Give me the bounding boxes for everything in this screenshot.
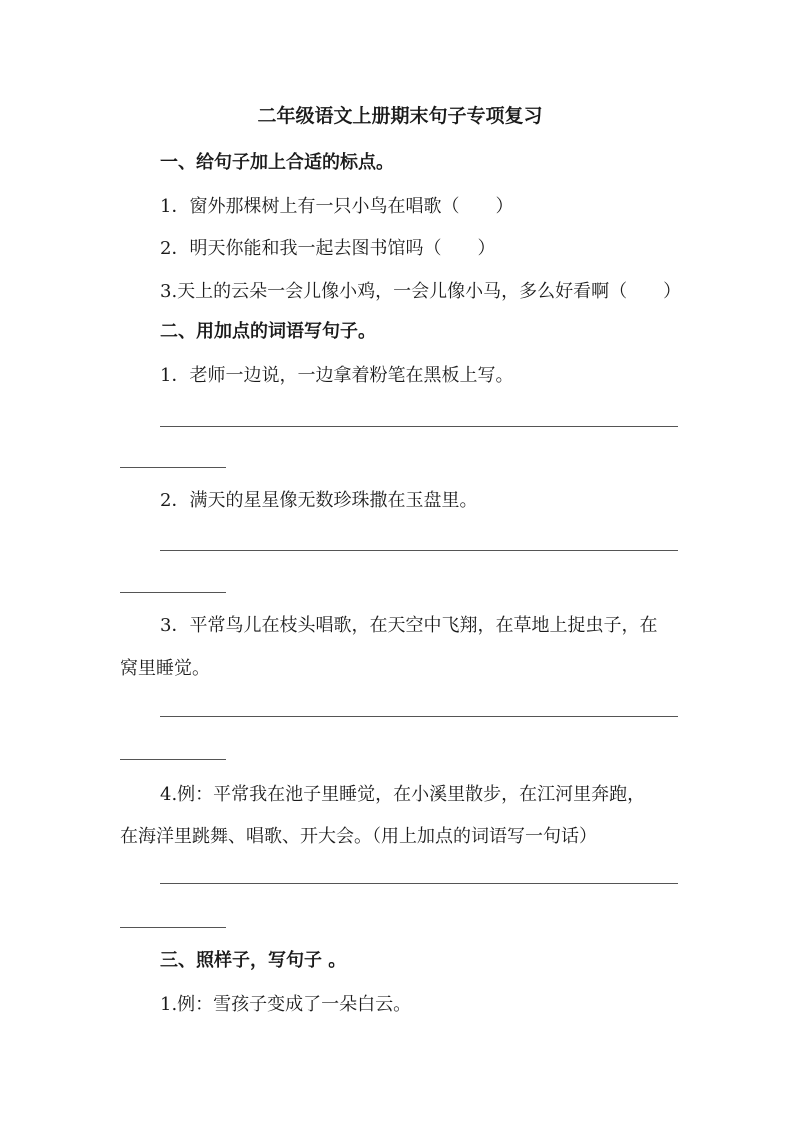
section-1-heading: 一、给句子加上合适的标点。: [160, 152, 394, 173]
section-2-item-4-text-line-1: 4.例：平常我在池子里睡觉，在小溪里散步，在江河里奔跑，: [160, 784, 646, 805]
answer-line-2b[interactable]: [120, 592, 226, 593]
section-2-item-1-text: 1．老师一边说，一边拿着粉笔在黑板上写。: [160, 365, 514, 386]
section-3-heading: 三、照样子，写句子 。: [160, 950, 347, 971]
section-1-item-2: 2．明天你能和我一起去图书馆吗（ ）: [160, 238, 496, 259]
section-1-item-1: 1．窗外那棵树上有一只小鸟在唱歌（ ）: [160, 196, 514, 217]
section-3-item-1: 1.例：雪孩子变成了一朵白云。: [160, 994, 412, 1015]
answer-line-1b[interactable]: [120, 467, 226, 468]
section-2-item-4-text-line-2: 在海洋里跳舞、唱歌、开大会。（用上加点的词语写一句话）: [120, 826, 597, 847]
answer-line-4a[interactable]: [160, 883, 678, 884]
answer-line-2a[interactable]: [160, 550, 678, 551]
section-2-heading: 二、用加点的词语写句子。: [160, 321, 376, 342]
page-title: 二年级语文上册期末句子专项复习: [257, 105, 543, 127]
answer-line-3a[interactable]: [160, 716, 678, 717]
section-1-item-3: 3.天上的云朵一会儿像小鸡，一会儿像小马，多么好看啊（ ）: [160, 281, 682, 302]
section-2-item-3-text-line-2: 窝里睡觉。: [120, 658, 210, 679]
answer-line-1a[interactable]: [160, 426, 678, 427]
answer-line-3b[interactable]: [120, 759, 226, 760]
section-2-item-2-text: 2．满天的星星像无数珍珠撒在玉盘里。: [160, 490, 478, 511]
section-2-item-3-text-line-1: 3．平常鸟儿在枝头唱歌，在天空中飞翔，在草地上捉虫子，在: [160, 615, 658, 636]
answer-line-4b[interactable]: [120, 927, 226, 928]
